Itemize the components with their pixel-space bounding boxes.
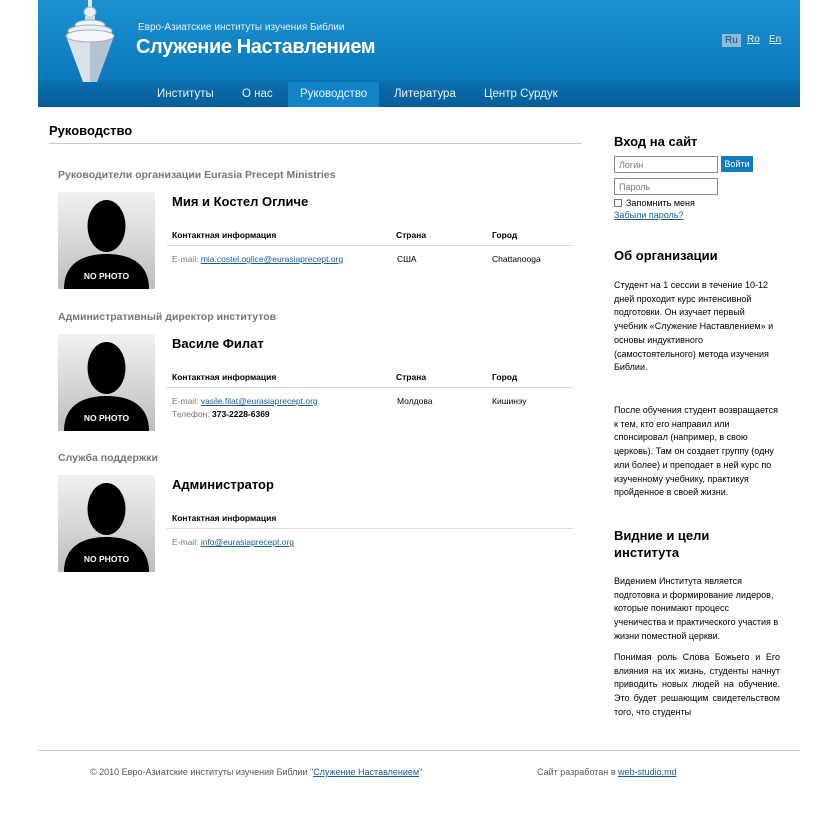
remember-checkbox[interactable] xyxy=(614,199,622,207)
no-photo-label: NO PHOTO xyxy=(83,554,130,564)
nav-item-surduk-center[interactable]: Центр Сурдук xyxy=(484,88,558,100)
site-subtitle: Евро-Азиатские институты изучения Библии xyxy=(138,22,345,33)
footer-site-link[interactable]: Служение Наставлением xyxy=(313,767,420,777)
contact-cell xyxy=(172,396,318,406)
developer-link[interactable]: web-studio.md xyxy=(618,767,677,777)
footer-copyright xyxy=(90,767,422,777)
phone-cell xyxy=(172,409,270,419)
login-title: Вход на сайт xyxy=(614,134,698,149)
email-label: E-mail: xyxy=(172,396,199,406)
nav-item-leadership[interactable]: Руководство xyxy=(288,82,379,107)
city-cell: Кишинэу xyxy=(492,396,527,406)
table-divider xyxy=(166,387,573,388)
no-photo-label: NO PHOTO xyxy=(83,413,130,423)
copyright-text: © 2010 Евро-Азиатские институты изучения Библии " xyxy=(90,767,314,777)
person-name: Администратор xyxy=(172,477,274,492)
contact-cell xyxy=(172,254,343,264)
avatar-placeholder xyxy=(58,475,155,572)
login-field[interactable] xyxy=(614,156,718,173)
lang-ru[interactable]: Ru xyxy=(722,34,741,47)
title-divider xyxy=(49,143,582,144)
login-button[interactable]: Войти xyxy=(721,156,753,172)
site-header xyxy=(38,0,800,107)
remember-me[interactable] xyxy=(614,198,695,208)
city-header: Город xyxy=(492,230,518,240)
contact-header: Контактная информация xyxy=(172,372,277,382)
country-cell: Молдова xyxy=(397,396,433,406)
main-nav xyxy=(38,82,800,107)
person-name: Василе Филат xyxy=(172,336,264,351)
page-title: Руководство xyxy=(49,123,133,138)
avatar-placeholder xyxy=(58,192,155,289)
person-name: Мия и Костел Огличе xyxy=(172,194,309,209)
section-title-director: Административный директор институтов xyxy=(58,311,277,323)
password-field[interactable] xyxy=(614,178,718,195)
vision-title: Видние и цели института xyxy=(614,528,710,560)
site-title[interactable]: Служение Наставлением xyxy=(136,36,376,58)
lang-ro[interactable]: Ro xyxy=(747,34,760,45)
about-title: Об организации xyxy=(614,248,718,263)
nav-item-literature[interactable]: Литература xyxy=(394,88,456,100)
email-link[interactable]: vasile.filat@eurasiaprecept.org xyxy=(200,396,318,406)
email-label: E-mail: xyxy=(172,254,199,264)
country-header: Страна xyxy=(396,372,427,382)
lang-en[interactable]: En xyxy=(769,34,782,45)
email-link[interactable]: info@eurasiaprecept.org xyxy=(200,537,295,547)
remember-label: Запомнить меня xyxy=(626,198,695,208)
table-divider xyxy=(166,528,573,529)
no-photo-label: NO PHOTO xyxy=(83,271,130,281)
country-header: Страна xyxy=(396,230,427,240)
footer-developer xyxy=(537,767,677,777)
phone-label: Телефон: xyxy=(172,409,210,419)
contact-header: Контактная информация xyxy=(172,230,277,240)
country-cell: США xyxy=(397,254,417,264)
contact-header: Контактная информация xyxy=(172,513,277,523)
city-cell: Chattanooga xyxy=(492,254,541,264)
nav-item-about[interactable]: О нас xyxy=(242,88,273,100)
about-paragraph-1: Студент на 1 сессии в течение 10-12 дней проходит курс интенсивной подготовки. Он изучает первый учебник «Служение Наставлением» и основы индуктивного (самостоятельного) метода изучения Библии. xyxy=(614,280,774,373)
contact-cell xyxy=(172,537,294,547)
section-title-leaders: Руководители организации Eurasia Precept Ministries xyxy=(58,169,336,181)
vision-paragraph-2: Понимая роль Слова Божьего и Его влияния на их жизнь, студенты начнут приводить новых людей на обучение. Это будет решающим свидетельством того, что студенты xyxy=(614,652,780,717)
forgot-password-link[interactable]: Забыли пароль? xyxy=(614,210,684,220)
email-link[interactable]: mia.costel.oglice@eurasiaprecept.org xyxy=(200,254,344,264)
vision-paragraph-1: Видением Института является подготовка и формирование лидеров, которые понимают процесс ученичества и практического участия в жизни поместной церкви. xyxy=(614,576,779,641)
table-divider xyxy=(166,245,573,246)
city-header: Город xyxy=(492,372,518,382)
email-label: E-mail: xyxy=(172,537,199,547)
nav-item-institutes[interactable]: Институты xyxy=(157,88,214,100)
section-title-support: Служба поддержки xyxy=(58,452,158,464)
avatar-placeholder xyxy=(58,334,155,431)
footer-divider xyxy=(38,750,800,751)
phone-value: 373-2228-6369 xyxy=(212,409,270,419)
about-paragraph-2: После обучения студент возвращается к тем, кто его направил или спонсировал (например, в свою церковь). Там он создает группу (одну или более) и преподает в ней курс по изученному учебнику, практикуя пройденное в своей жизни. xyxy=(614,405,779,498)
copyright-end: " xyxy=(419,767,423,777)
developer-text: Сайт разработан в xyxy=(537,767,619,777)
